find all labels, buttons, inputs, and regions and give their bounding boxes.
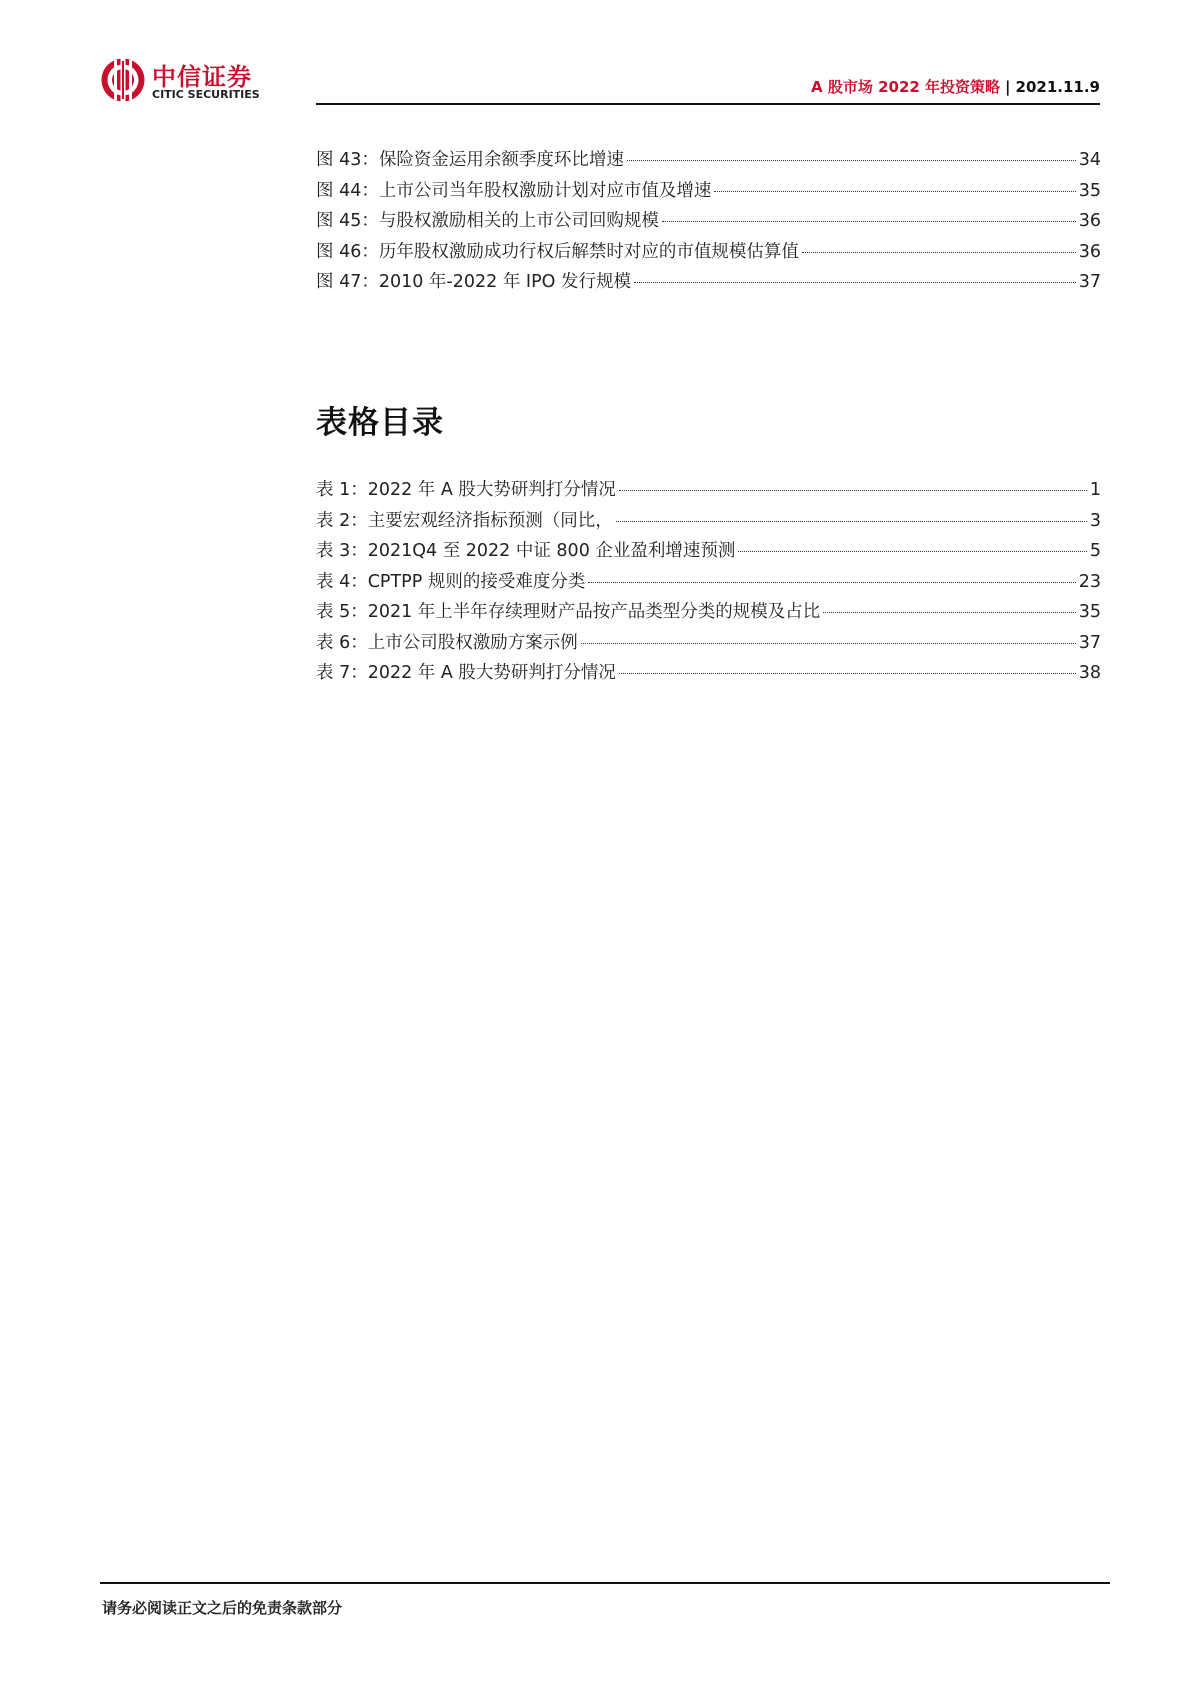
toc-leader-dots <box>738 551 1086 552</box>
toc-entry-label: 表 2：主要宏观经济指标预测（同比， <box>316 510 613 531</box>
toc-entry[interactable] <box>316 146 1101 177</box>
citic-logo-icon <box>100 57 146 103</box>
logo-english-name: CITIC SECURITIES <box>152 88 260 101</box>
toc-leader-dots <box>627 160 1076 161</box>
toc-entry-page: 36 <box>1078 241 1101 262</box>
toc-entry-label: 表 1：2022 年 A 股大势研判打分情况 <box>316 480 616 500</box>
toc-leader-dots <box>619 490 1087 491</box>
toc-entry[interactable] <box>316 568 1101 599</box>
toc-entry[interactable] <box>316 207 1101 238</box>
toc-entry-label: 图 45：与股权激励相关的上市公司回购规模 <box>316 211 659 231</box>
toc-leader-dots <box>581 643 1076 644</box>
toc-leader-dots <box>619 673 1076 674</box>
report-title: A 股市场 2022 年投资策略 <box>811 78 1001 96</box>
toc-entry-page: 23 <box>1078 571 1101 592</box>
toc-entry-label: 表 5：2021 年上半年存续理财产品按产品类型分类的规模及占比 <box>316 602 821 622</box>
toc-entry[interactable] <box>316 268 1101 299</box>
toc-entry-label: 表 6：上市公司股权激励方案示例 <box>316 632 578 653</box>
report-date: 2021.11.9 <box>1015 78 1100 96</box>
toc-entry-page: 5 <box>1089 541 1101 561</box>
toc-entry-page: 37 <box>1078 272 1101 292</box>
toc-leader-dots <box>823 612 1075 613</box>
figure-list <box>316 146 1101 299</box>
toc-entry-page: 37 <box>1078 632 1101 653</box>
toc-entry[interactable] <box>316 507 1101 538</box>
toc-entry[interactable] <box>316 598 1101 629</box>
toc-entry-label: 表 7：2022 年 A 股大势研判打分情况 <box>316 663 616 683</box>
toc-entry-page: 34 <box>1078 150 1101 170</box>
toc-entry-label: 表 3：2021Q4 至 2022 中证 800 企业盈利增速预测 <box>316 541 736 561</box>
footer-divider <box>100 1582 1110 1584</box>
brand-logo <box>100 57 270 105</box>
toc-leader-dots <box>714 191 1075 192</box>
toc-entry[interactable] <box>316 659 1101 690</box>
report-header <box>811 76 1100 97</box>
table-list <box>316 476 1101 690</box>
toc-entry-page: 1 <box>1089 480 1101 500</box>
toc-entry[interactable] <box>316 238 1101 269</box>
toc-entry[interactable] <box>316 537 1101 568</box>
toc-entry-label: 图 46：历年股权激励成功行权后解禁时对应的市值规模估算值 <box>316 241 799 262</box>
logo-chinese-name: 中信证券 <box>152 63 252 91</box>
toc-entry-page: 35 <box>1078 180 1101 201</box>
toc-leader-dots <box>588 582 1075 583</box>
toc-entry-label: 图 44：上市公司当年股权激励计划对应市值及增速 <box>316 180 712 201</box>
toc-entry[interactable] <box>316 476 1101 507</box>
toc-leader-dots <box>616 521 1087 522</box>
toc-leader-dots <box>802 252 1076 253</box>
toc-entry[interactable] <box>316 629 1101 660</box>
toc-leader-dots <box>634 282 1076 283</box>
toc-entry-page: 38 <box>1078 663 1101 683</box>
toc-entry-label: 图 47：2010 年-2022 年 IPO 发行规模 <box>316 272 631 292</box>
toc-leader-dots <box>662 221 1076 222</box>
footer-disclaimer: 请务必阅读正文之后的免责条款部分 <box>102 1599 343 1617</box>
header-separator: | <box>1005 78 1011 96</box>
toc-entry[interactable] <box>316 177 1101 208</box>
toc-entry-label: 图 43：保险资金运用余额季度环比增速 <box>316 150 624 170</box>
section-title-table-list: 表格目录 <box>316 405 444 441</box>
toc-entry-label: 表 4：CPTPP 规则的接受难度分类 <box>316 571 586 592</box>
toc-entry-page: 36 <box>1078 211 1101 231</box>
toc-entry-page: 35 <box>1078 602 1101 622</box>
header-divider <box>316 103 1100 105</box>
toc-entry-page: 3 <box>1089 510 1101 531</box>
